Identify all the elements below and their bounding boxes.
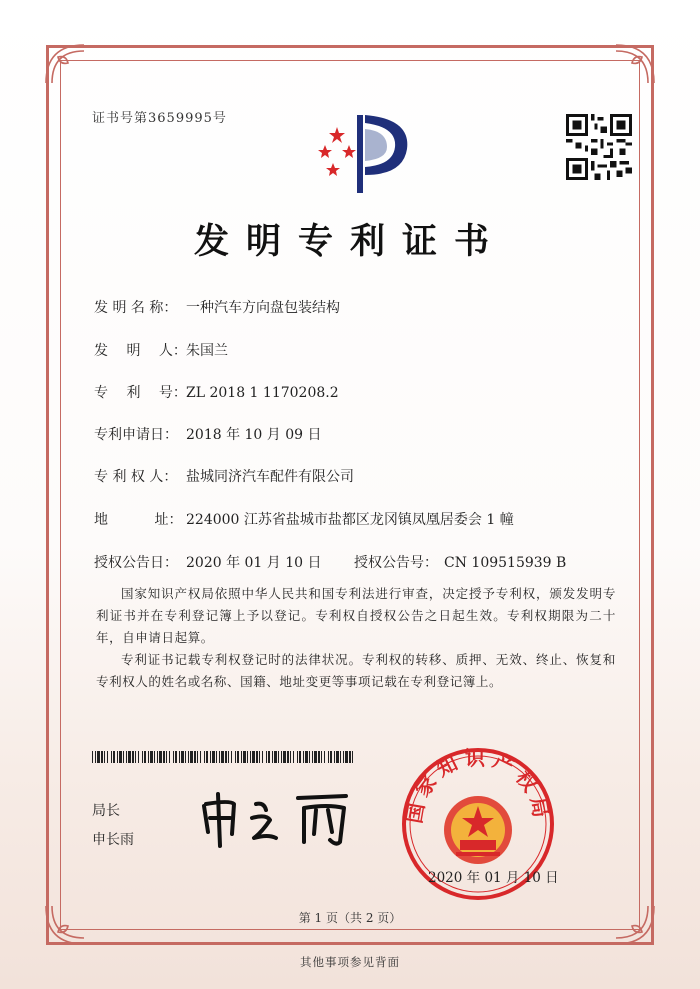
address-label: 地 址： bbox=[94, 512, 183, 528]
legal-paragraph-1: 国家知识产权局依照中华人民共和国专利法进行审查，决定授予专利权，颁发发明专利证书并在专利登记簿上予以登记。专利权自授权公告之日起生效。专利权期限为二十年，自申请日起算。 bbox=[96, 586, 616, 645]
page-number: 第 1 页（共 2 页） bbox=[298, 911, 402, 925]
handwritten-signature bbox=[196, 788, 356, 850]
address-value: 224000 江苏省盐城市盐都区龙冈镇凤凰居委会 1 幢 bbox=[186, 512, 514, 528]
corner-ornament-top-left bbox=[42, 41, 88, 87]
address-row bbox=[94, 509, 514, 529]
patentee-row bbox=[94, 466, 354, 486]
patent-number-value: ZL 2018 1 1170208.2 bbox=[186, 385, 339, 401]
cnipa-emblem-icon bbox=[307, 105, 419, 200]
inventor-label: 发 明 人： bbox=[94, 343, 187, 359]
grant-number-value: CN 109515939 B bbox=[444, 555, 567, 571]
document-title: 发明专利证书 bbox=[193, 221, 506, 262]
filing-date-value: 2018 年 10 月 09 日 bbox=[186, 427, 322, 443]
legal-paragraph-2: 专利证书记载专利权登记时的法律状况。专利权的转移、质押、无效、终止、恢复和专利权人的姓名或名称、国籍、地址变更等事项记载在专利登记簿上。 bbox=[96, 652, 616, 689]
invention-name-value: 一种汽车方向盘包装结构 bbox=[186, 300, 340, 316]
patentee-label: 专 利 权 人： bbox=[94, 469, 178, 485]
inventor-value: 朱国兰 bbox=[186, 343, 228, 359]
patentee-value: 盐城同济汽车配件有限公司 bbox=[186, 469, 354, 485]
grant-number-row bbox=[354, 552, 566, 572]
patent-number-row bbox=[94, 382, 339, 402]
director-title: 局长 bbox=[92, 803, 120, 819]
director-name: 申长雨 bbox=[92, 832, 134, 848]
seal-date: 2020 年 01 月 10 日 bbox=[428, 870, 559, 886]
grant-date-label: 授权公告日： bbox=[94, 555, 178, 571]
grant-number-label: 授权公告号： bbox=[354, 555, 438, 571]
corner-ornament-top-right bbox=[612, 41, 658, 87]
footer-note: 其他事项参见背面 bbox=[300, 955, 400, 969]
certificate-number: 证书号第3659995号 bbox=[92, 111, 227, 126]
invention-name-label: 发 明 名 称： bbox=[94, 300, 178, 316]
grant-date-value: 2020 年 01 月 10 日 bbox=[186, 555, 322, 571]
grant-date-row bbox=[94, 552, 322, 572]
patent-number-label: 专 利 号： bbox=[94, 385, 187, 401]
inventor-row bbox=[94, 340, 228, 360]
filing-date-row bbox=[94, 424, 322, 444]
invention-name-row bbox=[94, 297, 340, 317]
filing-date-label: 专利申请日： bbox=[94, 427, 178, 443]
qr-code-icon bbox=[566, 114, 632, 180]
seal-text: 国家知识产权局 bbox=[401, 746, 555, 826]
barcode-icon bbox=[92, 748, 357, 760]
